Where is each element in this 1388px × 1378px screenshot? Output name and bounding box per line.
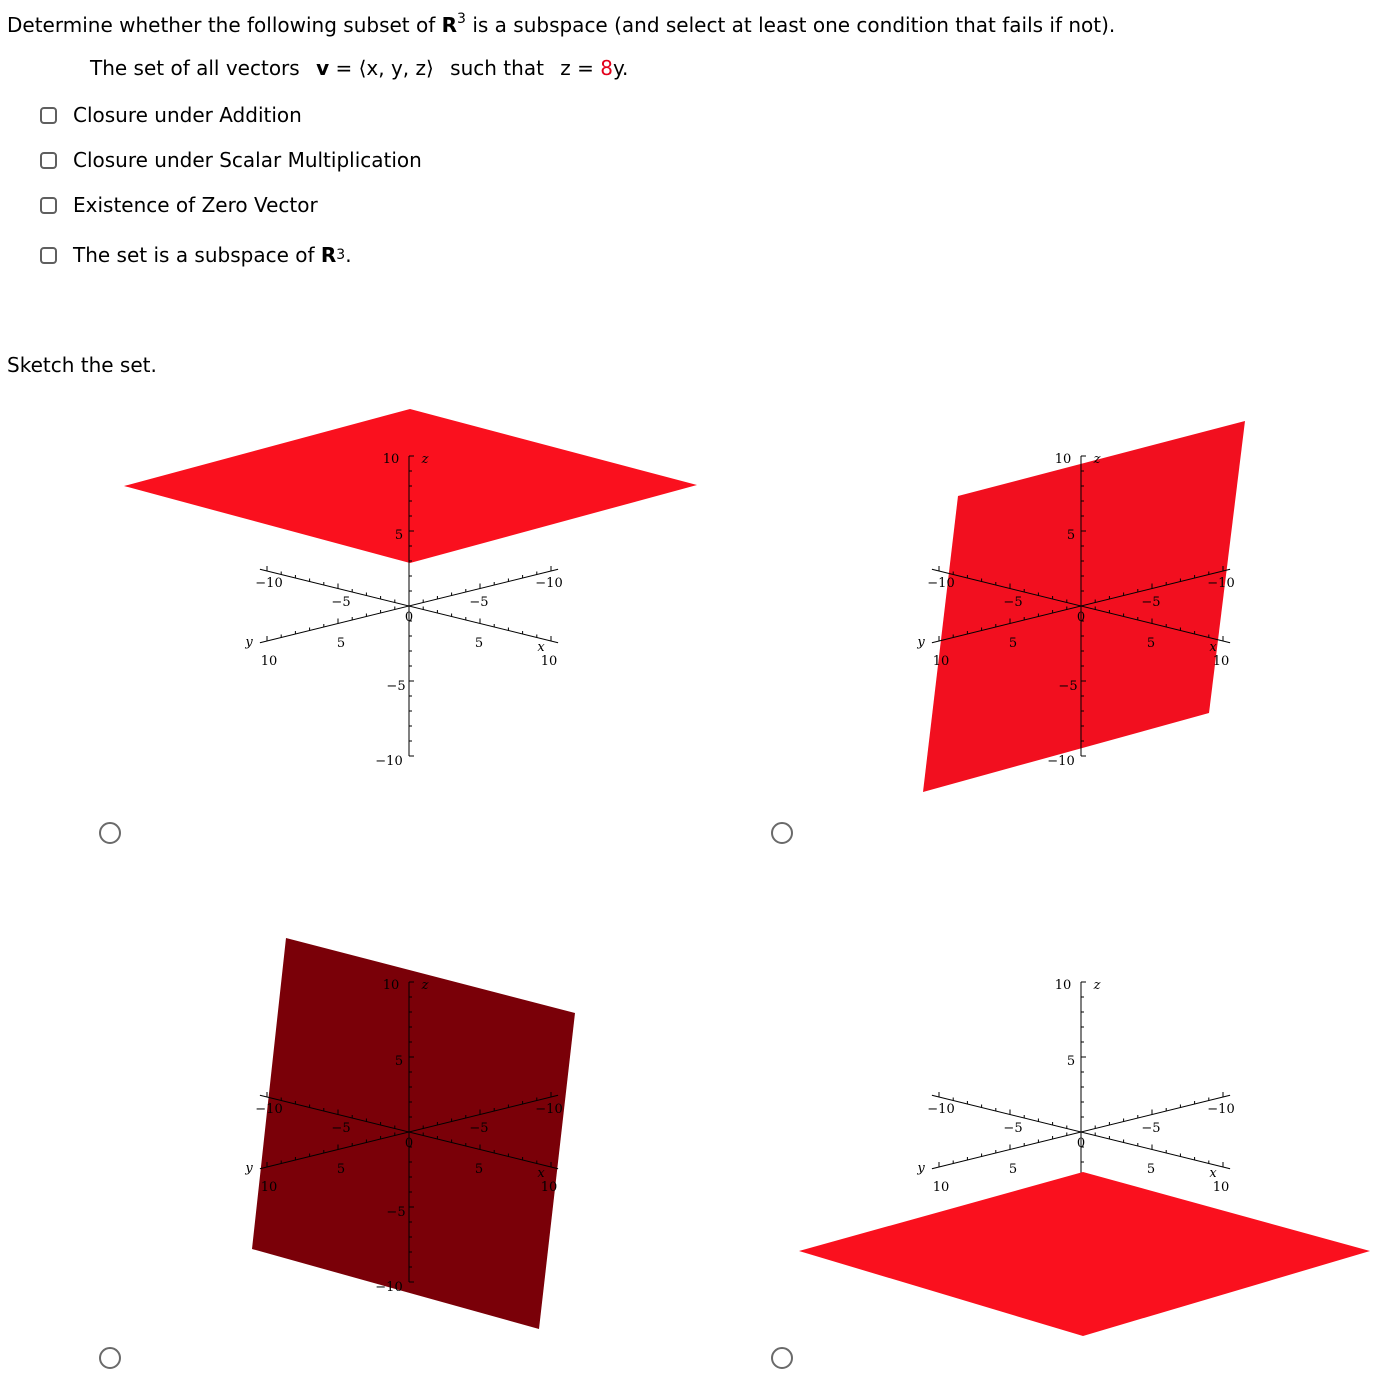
option-label: Existence of Zero Vector <box>73 193 318 217</box>
x-axis-label: x <box>1209 640 1217 655</box>
condition-var: y. <box>613 56 629 80</box>
such-that: such that <box>450 56 544 80</box>
condition-lhs: z = <box>560 56 594 80</box>
z-tick-label: 5 <box>394 528 404 543</box>
x-axis-label: x <box>537 640 545 655</box>
y-tick-label: 5 <box>1008 1162 1018 1177</box>
y-tick-label: −10 <box>255 1102 283 1117</box>
z-tick-label: −5 <box>386 679 406 694</box>
y-tick-label: 10 <box>932 1180 950 1195</box>
option-space: R <box>320 243 337 267</box>
y-tick-label: 10 <box>260 1180 278 1195</box>
question-space-sup: 3 <box>457 11 466 27</box>
origin-label: 0 <box>404 610 414 625</box>
z-axis-label: z <box>421 978 429 993</box>
z-tick-label: 10 <box>1054 978 1072 993</box>
x-tick-label: −5 <box>469 595 489 610</box>
z-tick-label: 5 <box>1066 528 1076 543</box>
x-axis-label: x <box>537 1166 545 1181</box>
option-label: Closure under Addition <box>73 103 302 127</box>
y-tick-label: −5 <box>331 1121 351 1136</box>
y-tick-label: 10 <box>932 654 950 669</box>
y-axis-label: y <box>917 1161 925 1176</box>
y-axis-label: y <box>245 635 253 650</box>
y-tick-label: −5 <box>1003 1121 1023 1136</box>
set-prefix: The set of all vectors <box>90 56 300 80</box>
y-axis-label: y <box>917 635 925 650</box>
plot-4-plane <box>799 1172 1370 1336</box>
plot-4 <box>799 978 1370 1336</box>
z-axis-label: z <box>1093 452 1101 467</box>
z-axis-label: z <box>421 452 429 467</box>
y-tick-label: −10 <box>927 1102 955 1117</box>
x-tick-label: 5 <box>474 1162 484 1177</box>
option-label: Closure under Scalar Multiplication <box>73 148 422 172</box>
x-tick-label: 5 <box>1146 1162 1156 1177</box>
x-tick-label: −5 <box>469 1121 489 1136</box>
z-tick-label: −10 <box>375 1280 403 1295</box>
z-tick-label: 5 <box>1066 1054 1076 1069</box>
vector-tuple: ⟨x, y, z⟩ <box>358 56 434 80</box>
x-tick-label: 10 <box>1212 654 1230 669</box>
origin-label: 0 <box>1076 610 1086 625</box>
radio-plot-4[interactable] <box>771 1347 793 1369</box>
z-tick-label: 10 <box>382 452 400 467</box>
y-tick-label: 10 <box>260 654 278 669</box>
x-tick-label: −10 <box>1207 576 1235 591</box>
z-tick-label: 10 <box>1054 452 1072 467</box>
plot-2 <box>916 421 1245 792</box>
x-tick-label: −5 <box>1141 595 1161 610</box>
x-tick-label: −5 <box>1141 1121 1161 1136</box>
y-tick-label: −10 <box>927 576 955 591</box>
z-tick-label: 10 <box>382 978 400 993</box>
question-lead: Determine whether the following subset of <box>7 13 436 37</box>
question-tail: is a subspace (and select at least one condition that fails if not). <box>472 13 1116 37</box>
z-tick-label: −10 <box>375 754 403 769</box>
radio-plot-1[interactable] <box>99 822 121 844</box>
y-tick-label: −10 <box>255 576 283 591</box>
x-tick-label: −10 <box>535 1102 563 1117</box>
condition-coefficient: 8 <box>600 56 613 80</box>
z-tick-label: −5 <box>386 1205 406 1220</box>
x-tick-label: 10 <box>540 1180 558 1195</box>
vector-v: v <box>316 56 330 80</box>
x-axis-label: x <box>1209 1166 1217 1181</box>
y-tick-label: −5 <box>331 595 351 610</box>
plot-1 <box>124 409 697 769</box>
option-is-subspace[interactable]: The set is a subspace of R 3 . <box>40 240 352 270</box>
x-tick-label: 5 <box>1146 636 1156 651</box>
equals-sign: = <box>335 56 353 80</box>
radio-plot-3[interactable] <box>99 1347 121 1369</box>
z-tick-label: −5 <box>1058 679 1078 694</box>
x-tick-label: −10 <box>535 576 563 591</box>
z-tick-label: 5 <box>394 1054 404 1069</box>
question-space: R <box>441 13 458 37</box>
z-axis-label: z <box>1093 978 1101 993</box>
x-tick-label: 5 <box>474 636 484 651</box>
option-tail: . <box>345 243 352 267</box>
x-tick-label: 10 <box>540 654 558 669</box>
origin-label: 0 <box>1076 1136 1086 1151</box>
sketch-prompt: Sketch the set. <box>7 353 157 377</box>
y-tick-label: 5 <box>336 636 346 651</box>
y-tick-label: 5 <box>1008 636 1018 651</box>
y-tick-label: 5 <box>336 1162 346 1177</box>
radio-plot-2[interactable] <box>771 822 793 844</box>
option-label: The set is a subspace of <box>73 243 315 267</box>
plot-3 <box>244 938 575 1329</box>
y-axis-label: y <box>245 1161 253 1176</box>
x-tick-label: −10 <box>1207 1102 1235 1117</box>
y-tick-label: −5 <box>1003 595 1023 610</box>
z-tick-label: −10 <box>1047 754 1075 769</box>
origin-label: 0 <box>404 1136 414 1151</box>
x-tick-label: 10 <box>1212 1180 1230 1195</box>
